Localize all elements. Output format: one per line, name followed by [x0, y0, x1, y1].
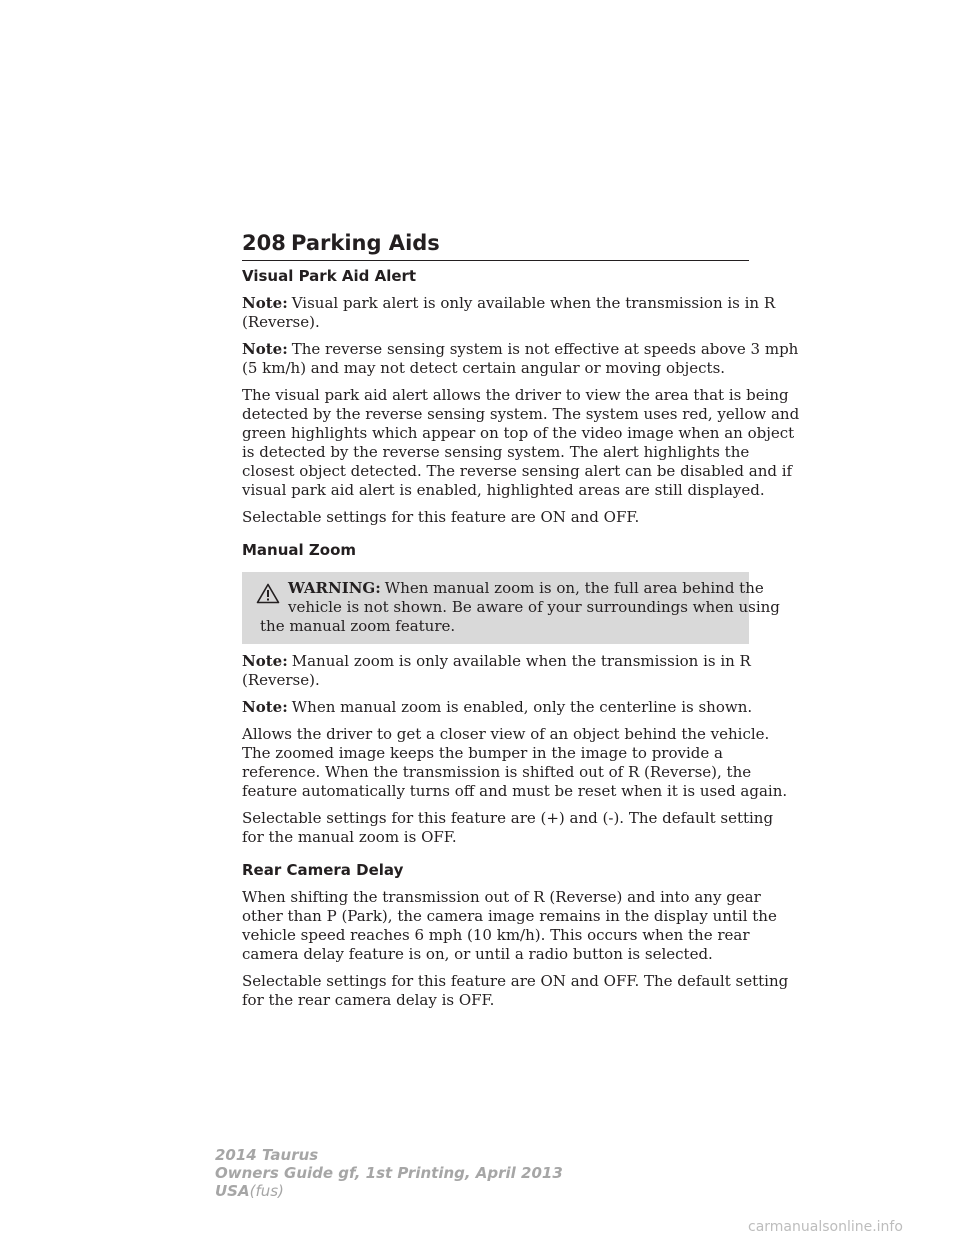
watermark-link[interactable]: carmanualsonline.info: [748, 1219, 903, 1235]
page-header: [242, 230, 749, 261]
note-visual-park-alert: Note: Visual park alert is only available when the transmission is in R (Reverse).: [242, 294, 776, 331]
note-label: Note:: [242, 698, 288, 716]
note-manual-zoom-availability: Note: Manual zoom is only available when the transmission is in R (Reverse).: [242, 652, 751, 689]
note-label: Note:: [242, 340, 288, 358]
paragraph-manual-zoom-settings: Selectable settings for this feature are (+) and (-). The default setting for the manual zoom is OFF.: [242, 809, 774, 846]
paragraph-manual-zoom: Allows the driver to get a closer view of an object behind the vehicle. The zoomed image keeps the bumper in the image to provide a reference. When the transmission is shifted out of R (Reverse), the feature automatically turns off and must be reset when it is used again.: [242, 725, 788, 800]
section-title: Parking Aids: [291, 231, 440, 255]
page-content: [242, 267, 800, 1018]
note-label: Note:: [242, 652, 288, 670]
page-footer: [215, 1146, 563, 1200]
footer-edition: Owners Guide gf, 1st Printing, April 2013: [215, 1164, 563, 1182]
footer-code: (fus): [249, 1182, 284, 1200]
heading-visual-park-aid-alert: Visual Park Aid Alert: [242, 267, 417, 285]
paragraph-rear-camera-delay: When shifting the transmission out of R (Reverse) and into any gear other than P (Park), the camera image remains in the display until the vehicle speed reaches 6 mph (10 km/h). This occurs when the rear camera delay feature is on, or until a radio button is selected.: [242, 888, 777, 963]
footer-model: 2014 Taurus: [215, 1146, 319, 1164]
note-manual-zoom-centerline: Note: When manual zoom is enabled, only the centerline is shown.: [242, 698, 753, 716]
paragraph-rear-camera-settings: Selectable settings for this feature are ON and OFF. The default setting for the rear camera delay is OFF.: [242, 972, 789, 1009]
warning-label: WARNING:: [288, 579, 381, 597]
paragraph-visual-park-aid: The visual park aid alert allows the driver to view the area that is being detected by the reverse sensing system. The system uses red, yellow and green highlights which appear on top of the video image when an object is detected by the reverse sensing system. The alert highlights the closest object detected. The reverse sensing alert can be disabled and if visual park aid alert is enabled, highlighted areas are still displayed.: [242, 386, 800, 499]
paragraph-visual-park-settings: Selectable settings for this feature are ON and OFF.: [242, 508, 640, 526]
page-number: 208: [242, 231, 286, 255]
note-label: Note:: [242, 294, 288, 312]
heading-manual-zoom: Manual Zoom: [242, 541, 357, 559]
warning-box: WARNING: When manual zoom is on, the full area behind the vehicle is not shown. Be aware of your surroundings when using the manual zoom feature.: [242, 572, 749, 644]
footer-market: USA: [215, 1182, 250, 1200]
warning-triangle-icon: [256, 583, 280, 604]
heading-rear-camera-delay: Rear Camera Delay: [242, 861, 404, 879]
note-reverse-sensing: Note: The reverse sensing system is not effective at speeds above 3 mph (5 km/h) and may not detect certain angular or moving objects.: [242, 340, 799, 377]
